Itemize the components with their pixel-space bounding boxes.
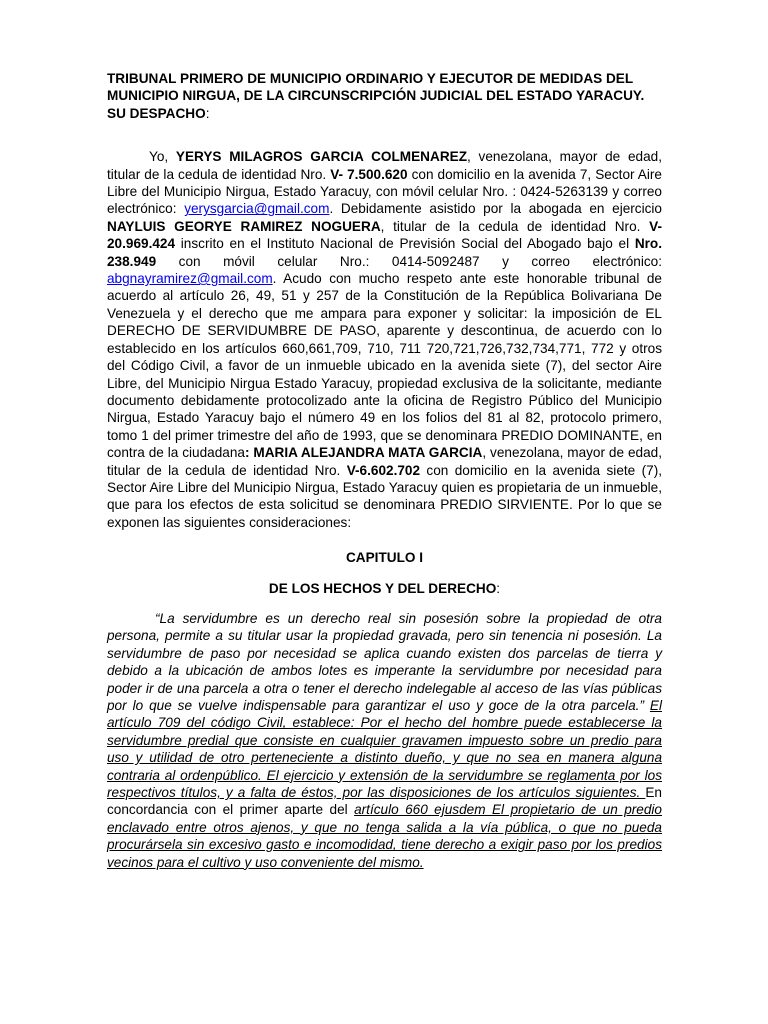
intro-text: con domicilio en la avenida siete (7), Sector Aire Libre del Municipio Nirgua, Estado Yaracuy quien es propietaria de un inmueble, que para los efectos de esta solicitud se denominara PREDIO SIRVIENTE. Por lo que se exponen las siguientes consideraciones: [107, 462, 662, 530]
intro-text: con móvil celular Nro.: 0414-5092487 y correo electrónico: [156, 253, 662, 269]
lawyer-ipsa-number: Nro. 238.949 [107, 236, 662, 269]
chapter-subtitle-text: DE LOS HECHOS Y DEL DERECHO [268, 580, 497, 596]
intro-text: Yo, [149, 149, 176, 165]
applicant-name: YERYS MILAGROS GARCIA COLMENAREZ [175, 149, 468, 165]
court-header [107, 70, 662, 122]
intro-text: , titular de la cedula de identidad Nro. [380, 218, 650, 234]
chapter-title: CAPITULO I [345, 550, 424, 566]
article-709-text: El artículo 709 del código Civil, establece: Por el hecho del hombre puede establecerse la servidumbre predial que consiste en cualquier gravamen impuesto sobre un predio para uso y utilidad de otro perteneciente a distinto dueño, y que no sea en manera alguna contraria al ordenpúblico. El ejercicio y extensión de la servidumbre se reglamenta por los respectivos títulos, y a falta de éstos, por las disposiciones de los artículos siguientes. [107, 698, 663, 801]
intro-text: . Debidamente asistido por la abogada en ejercicio [329, 201, 662, 217]
chapter-subtitle-colon: : [496, 580, 501, 596]
respondent-id: V-6.602.702 [346, 462, 421, 478]
intro-text: , venezolana, mayor de edad, titular de la cedula de identidad Nro. [107, 149, 663, 182]
article-660-text: artículo 660 ejusdem El propietario de un predio enclavado entre otros ajenos, y que no tenga salida a la vía pública, o que no pueda procurársela sin excesivo gasto e incomodidad, tiene derecho a exigir paso por los predios vecinos para el cultivo y uso conveniente del mismo. [107, 802, 662, 870]
applicant-email-link[interactable]: yerysgarcia@gmail.com [184, 201, 330, 217]
despacho-label: SU DESPACHO [107, 105, 206, 121]
intro-colon: : [244, 445, 254, 461]
document-page [107, 70, 662, 871]
intro-text: , venezolana, mayor de edad, titular de la cedula de identidad Nro. [107, 445, 662, 478]
lawyer-email-link[interactable]: abgnayramirez@gmail.com [107, 271, 273, 287]
intro-text: . Acudo con mucho respeto ante este honorable tribunal de acuerdo al artículo 26, 49, 51 y 257 de la Constitución de la República Bolivariana De Venezuela y el derecho que me ampara para exponer y solicitar: la imposición de EL DERECHO DE SERVIDUMBRE DE PASO, aparente y descontinua, de acuerdo con lo establecido en los artículos 660,661,709, 710, 711 720,721,726,732,734,771, 772 y otros del Código Civil, a favor de un inmueble ubicado en la avenida siete (7), del sector Aire Libre, del Municipio Nirgua Estado Yaracuy, propiedad exclusiva de la solicitante, mediante documento debidamente protocolizado ante la oficina de Registro Público del Municipio Nirgua, Estado Yaracuy bajo el número 49 en los folios del 81 al 82, protocolo primero, tomo 1 del primer trimestre del año de 1993, que se denominara PREDIO DOMINANTE, en contra de la ciudadana [107, 271, 662, 461]
chapter-subtitle [107, 580, 662, 597]
court-name: TRIBUNAL PRIMERO DE MUNICIPIO ORDINARIO Y EJECUTOR DE MEDIDAS DEL MUNICIPIO NIRGUA, DE LA CIRCUNSCRIPCIÓN JUDICIAL DEL ESTADO YARACUY. [107, 71, 645, 104]
applicant-id: V- 7.500.620 [330, 166, 408, 182]
respondent-name: MARIA ALEJANDRA MATA GARCIA [253, 445, 483, 461]
lawyer-name: NAYLUIS GEORYE RAMIREZ NOGUERA [107, 218, 381, 234]
intro-text: inscrito en el Instituto Nacional de Previsión Social del Abogado bajo el [175, 236, 635, 252]
concordance-text: En concordancia con el primer aparte del [107, 785, 662, 818]
intro-text: con domicilio en la avenida 7, Sector Aire Libre del Municipio Nirgua, Estado Yaracuy, con móvil celular Nro. : 0424-5263139 y correo electrónico: [107, 166, 662, 217]
lawyer-id: V-20.969.424 [107, 218, 662, 252]
intro-paragraph [107, 148, 662, 531]
law-paragraph [107, 610, 662, 871]
servidumbre-quote: “La servidumbre es un derecho real sin posesión sobre la propiedad de otra persona, permite a su titular usar la propiedad gravada, pero sin tenencia ni posesión. La servidumbre de paso por necesidad se aplica cuando existen dos parcelas de tierra y debido a la ubicación de ambos lotes es imperante la servidumbre por necesidad para poder ir de una parcela a otra o tener el derecho indelegable al acceso de las vías públicas por lo que se vuelve indispensable para garantizar el uso y goce de la otra parcela.” [107, 610, 662, 713]
despacho-colon: : [205, 105, 210, 121]
